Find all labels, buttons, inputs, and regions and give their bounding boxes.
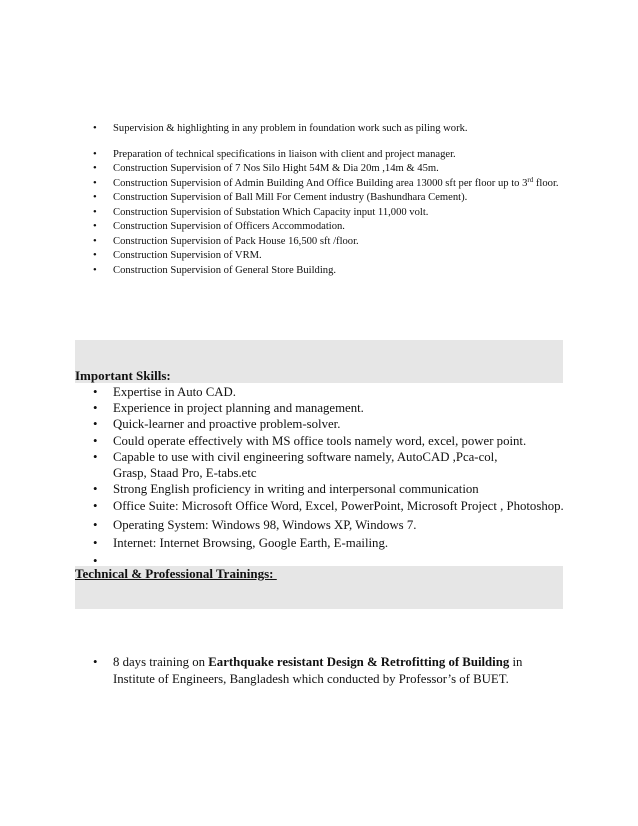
skill-item — [113, 517, 568, 533]
skill-text: Capable to use with civil engineering software namely, AutoCAD ,Pca-col, Grasp, Staad Pro, E-tabs.etc — [113, 449, 498, 481]
list-item — [113, 177, 563, 192]
list-item — [113, 220, 563, 235]
list-item — [113, 264, 563, 279]
skill-text: Could operate effectively with MS office tools namely word, excel, power point. — [113, 433, 527, 448]
skill-item — [113, 384, 568, 400]
skill-text: Internet: Internet Browsing, Google Earth, E-mailing. — [113, 535, 389, 550]
list-item-text: Construction Supervision of Officers Accommodation. — [113, 221, 345, 232]
supervision-list — [113, 122, 563, 278]
skill-text: Strong English proficiency in writing and interpersonal communication — [113, 482, 479, 497]
skill-text: Operating System: Windows 98, Windows XP, Windows 7. — [113, 517, 417, 532]
skill-text: Office Suite: Microsoft Office Word, Excel, PowerPoint, Microsoft Project , Photoshop. — [113, 499, 564, 514]
list-item-text: Construction Supervision of Admin Building And Office Building area 13000 sft per floor up to 3 — [113, 177, 528, 189]
list-item — [113, 148, 563, 163]
list-item-text: Preparation of technical specifications in liaison with client and project manager. — [113, 148, 456, 160]
skill-item — [113, 449, 533, 481]
training-item — [113, 654, 565, 688]
list-item-text: floor. — [533, 177, 559, 189]
skill-text: Experience in project planning and management. — [113, 401, 364, 416]
superscript: rd — [527, 175, 534, 184]
trainings-list — [113, 654, 565, 688]
skill-item — [113, 416, 568, 432]
list-item — [113, 191, 563, 206]
list-item-text: Supervision & highlighting in any problem in foundation work such as piling work. — [113, 123, 468, 134]
list-item — [113, 235, 563, 250]
list-item — [113, 122, 563, 137]
list-item-text: Construction Supervision of Substation Which Capacity input 11,000 volt. — [113, 206, 429, 218]
list-item — [113, 206, 563, 221]
list-item-text: Construction Supervision of VRM. — [113, 250, 262, 261]
skill-item — [113, 535, 568, 551]
skills-list — [113, 384, 568, 569]
list-item-text: Construction Supervision of Pack House 16,500 sft /floor. — [113, 235, 359, 247]
list-item-text: Construction Supervision of Ball Mill For Cement industry (Bashundhara Cement). — [113, 192, 468, 203]
skill-item — [113, 433, 568, 449]
skill-item — [113, 481, 568, 497]
trainings-heading: Technical & Professional Trainings: — [75, 566, 277, 581]
list-item-text: Construction Supervision of General Store Building. — [113, 264, 337, 276]
training-text: in Institute of Engineers, Bangladesh which conducted by Professor’s of BUET. — [113, 655, 526, 686]
training-title: Earthquake resistant Design & Retrofitting of Building — [208, 655, 510, 669]
skill-text: Quick-learner and proactive problem-solver. — [113, 417, 341, 432]
training-text: 8 days training on — [113, 655, 209, 669]
list-item-text: Construction Supervision of 7 Nos Silo Hight 54M & Dia 20m ,14m & 45m. — [113, 163, 439, 174]
list-item — [113, 162, 563, 177]
skill-item — [113, 400, 568, 416]
list-item — [113, 249, 563, 264]
skill-item — [113, 498, 568, 514]
skill-text: Expertise in Auto CAD. — [113, 385, 236, 399]
skills-heading: Important Skills: — [75, 368, 171, 383]
